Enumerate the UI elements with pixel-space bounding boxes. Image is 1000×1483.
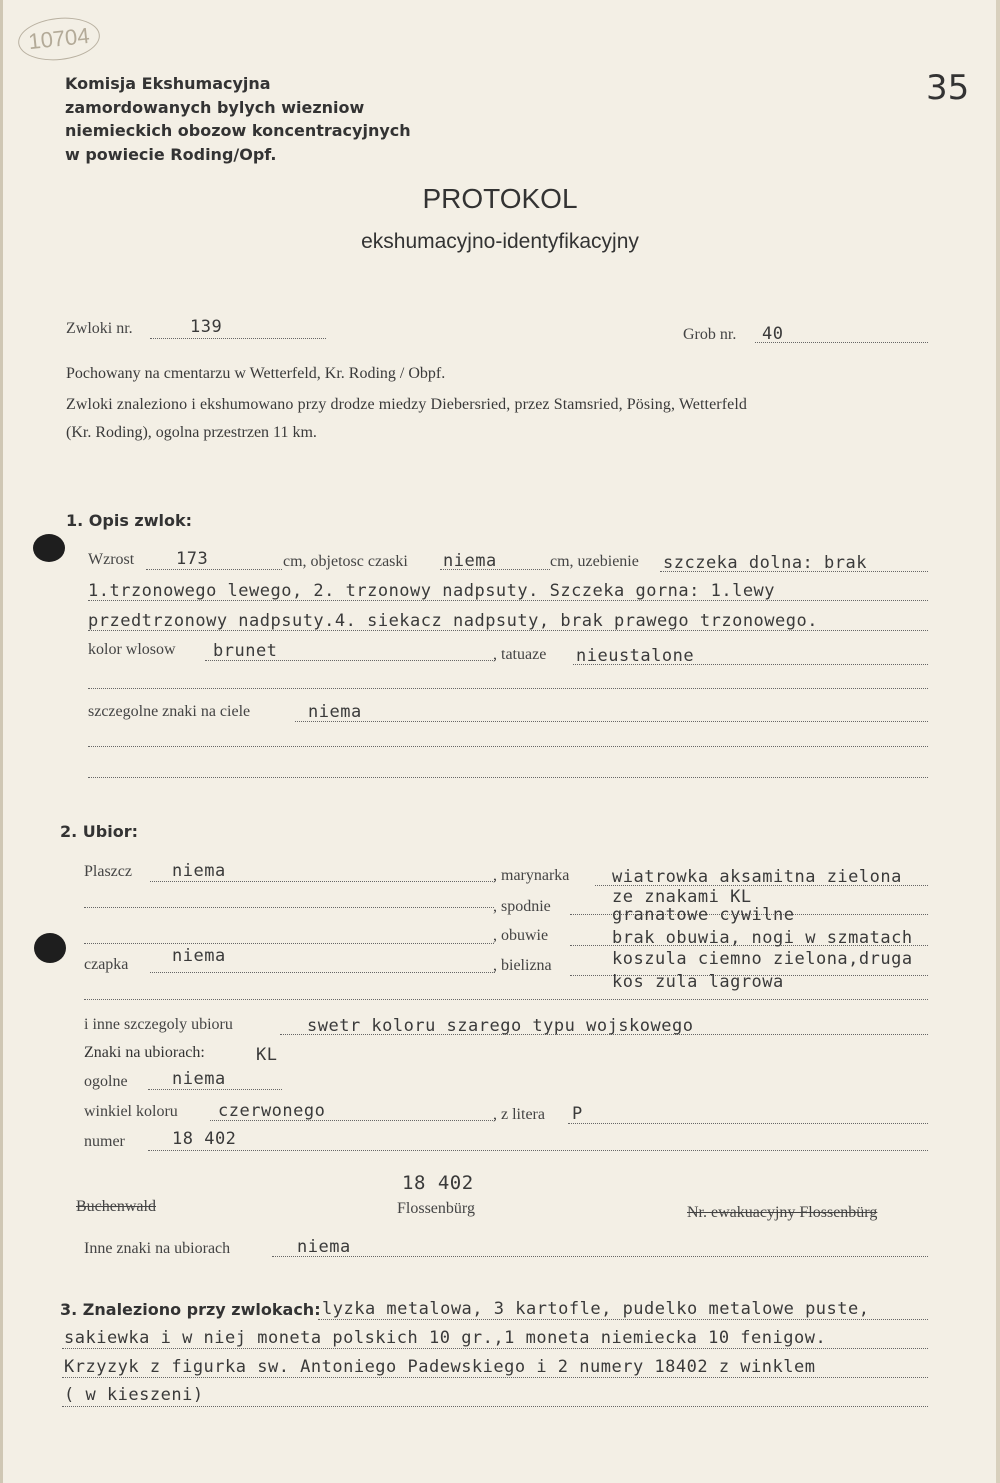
tattoo-label: , tatuaze	[493, 646, 547, 663]
document-title: PROTOKOL	[422, 183, 578, 214]
teeth-value: szczeka dolna: brak	[663, 553, 867, 573]
inner-marks-label: Inne znaki na ubiorach	[84, 1240, 231, 1257]
inner-marks-value: niema	[297, 1237, 351, 1257]
prisoner-number-line	[148, 1150, 928, 1151]
cap-line	[150, 972, 495, 973]
underwear-value: koszula ciemno zielona,druga	[612, 949, 913, 969]
teeth-value-3: przedtrzonowy nadpsuty.4. siekacz nadpsuty, brak prawego trzonowego.	[88, 611, 818, 631]
coat-line	[150, 881, 495, 882]
found-items-line-3	[62, 1377, 928, 1378]
found-location-text: Zwloki znaleziono i ekshumowano przy drodze miedzy Diebersried, przez Stamsried, Pösing, Wetterfeld	[66, 396, 748, 413]
blank-line	[84, 943, 494, 944]
triangle-color-value: czerwonego	[218, 1101, 326, 1121]
clothing-marks-value: KL	[256, 1045, 278, 1065]
body-number-value: 139	[190, 317, 223, 337]
found-items-value-2: sakiewka i w niej moneta polskich 10 gr.,1 moneta niemiecka 10 fenigow.	[64, 1328, 827, 1348]
trousers-value: granatowe cywilne	[612, 905, 795, 925]
coat-value: niema	[172, 861, 226, 881]
prisoner-number-label: numer	[84, 1133, 125, 1150]
ink-blot-mark	[34, 933, 66, 963]
other-details-label: i inne szczegoly ubioru	[84, 1016, 233, 1033]
blank-line	[88, 688, 928, 689]
archive-stamp: 10704	[16, 14, 102, 64]
camp-number: 18 402	[402, 1172, 474, 1194]
underwear-value-2: kos zula lagrowa	[612, 972, 784, 992]
header-line: Komisja Ekshumacyjna	[65, 74, 271, 93]
page-edge-left	[0, 0, 3, 1483]
body-marks-line	[295, 721, 928, 722]
general-marks-line	[148, 1089, 282, 1090]
letter-value: P	[572, 1104, 583, 1124]
clothing-marks-label: Znaki na ubiorach:	[84, 1044, 205, 1061]
section-1-heading: 1. Opis zwlok:	[66, 511, 193, 530]
shoes-value: brak obuwia, nogi w szmatach	[612, 928, 913, 948]
underwear-label: , bielizna	[493, 957, 552, 974]
found-items-line-4	[62, 1406, 928, 1407]
header-line: zamordowanych bylych wiezniow	[65, 97, 365, 117]
grave-number-value: 40	[762, 324, 784, 344]
found-items-line-2	[62, 1348, 928, 1349]
height-label: Wzrost	[88, 551, 135, 568]
section-2-heading: 2. Ubior:	[60, 822, 138, 841]
struck-evacuation-label: Nr. ewakuacyjny Flossenbürg	[687, 1204, 878, 1221]
commission-header	[65, 72, 411, 166]
jacket-label: , marynarka	[493, 867, 570, 884]
blank-line	[88, 777, 928, 778]
blank-line	[88, 746, 928, 747]
section-3-heading: 3. Znaleziono przy zwlokach:	[60, 1300, 321, 1319]
burial-place-text: Pochowany na cmentarzu w Wetterfeld, Kr. Roding / Obpf.	[66, 365, 446, 382]
jacket-value-2: ze znakami KL	[612, 887, 752, 907]
found-items-line	[318, 1319, 928, 1320]
found-location-text-2: (Kr. Roding), ogolna przestrzen 11 km.	[66, 424, 317, 441]
shoes-label: , obuwie	[493, 927, 549, 944]
teeth-value-2: 1.trzonowego lewego, 2. trzonowy nadpsuty. Szczeka gorna: 1.lewy	[88, 581, 776, 601]
cap-label: czapka	[84, 956, 129, 973]
skull-label: cm, objetosc czaski	[283, 553, 408, 570]
cap-value: niema	[172, 946, 226, 966]
blank-line	[84, 999, 928, 1000]
found-items-value-4: ( w kieszeni)	[64, 1385, 204, 1405]
letter-label: , z litera	[493, 1106, 545, 1123]
skull-value: niema	[443, 551, 497, 571]
found-items-value: lyzka metalowa, 3 kartofle, pudelko metalowe puste,	[322, 1299, 870, 1319]
jacket-value: wiatrowka aksamitna zielona	[612, 867, 902, 887]
trousers-label: , spodnie	[493, 898, 551, 915]
hair-color-value: brunet	[213, 641, 278, 661]
struck-camp-label: Buchenwald	[76, 1198, 156, 1215]
blank-line	[84, 907, 494, 908]
header-line: niemieckich obozow koncentracyjnych	[65, 121, 411, 140]
body-number-line	[150, 338, 326, 339]
inner-marks-line	[272, 1256, 928, 1257]
prisoner-number-value: 18 402	[172, 1129, 237, 1149]
found-items-value-3: Krzyzyk z figurka sw. Antoniego Padewskiego i 2 numery 18402 z winklem	[64, 1357, 816, 1377]
page-number: 35	[926, 68, 970, 108]
tattoo-value: nieustalone	[576, 646, 695, 666]
body-marks-label: szczegolne znaki na ciele	[88, 703, 251, 720]
page-edge-right	[996, 0, 1000, 1483]
header-line: w powiecie Roding/Opf.	[65, 144, 277, 164]
hair-color-label: kolor wlosow	[88, 641, 176, 658]
other-details-value: swetr koloru szarego typu wojskowego	[307, 1016, 694, 1036]
height-value: 173	[176, 549, 209, 569]
general-marks-label: ogolne	[84, 1073, 128, 1090]
general-marks-value: niema	[172, 1069, 226, 1089]
coat-label: Plaszcz	[84, 863, 132, 880]
document-subtitle: ekshumacyjno-identyfikacyjny	[361, 230, 639, 253]
body-marks-value: niema	[308, 702, 362, 722]
letter-line	[568, 1123, 928, 1124]
height-line	[146, 569, 282, 570]
triangle-color-label: winkiel koloru	[84, 1103, 178, 1120]
ink-blot-mark	[33, 534, 65, 562]
camp-name: Flossenbürg	[397, 1200, 475, 1217]
teeth-label: cm, uzebienie	[550, 553, 639, 570]
grave-number-label: Grob nr.	[683, 326, 737, 343]
body-number-label: Zwloki nr.	[66, 320, 133, 337]
